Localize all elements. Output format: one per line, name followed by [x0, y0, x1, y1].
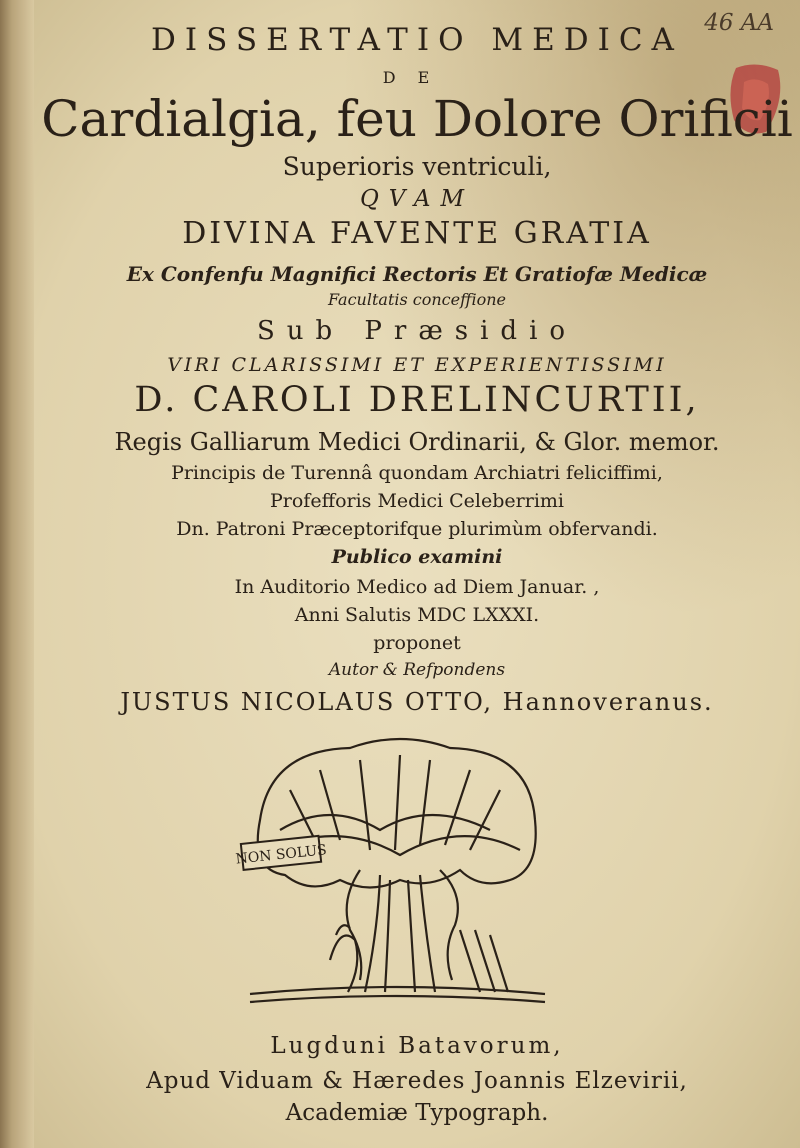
- text-proponet: proponet: [373, 632, 461, 654]
- text-publico-examini: Publico examini: [331, 546, 503, 568]
- imprint-academy: Academiæ Typograph.: [285, 1100, 549, 1126]
- text-viri-clarissimi: VIRI CLARISSIMI ET EXPERIENTISSIMI: [167, 354, 667, 376]
- presider-title-1: Regis Galliarum Medici Ordinarii, & Glor. memor.: [114, 428, 720, 456]
- presider-title-4: Dn. Patroni Præceptorifque plurimùm obfervandi.: [176, 518, 658, 540]
- title-subject-continued: Superioris ventriculi,: [282, 152, 552, 181]
- presider-title-2: Principis de Turennâ quondam Archiatri feliciffimi,: [171, 462, 663, 484]
- text-divina-favente-gratia: DIVINA FAVENTE GRATIA: [182, 216, 652, 251]
- imprint-place: Lugduni Batavorum,: [270, 1033, 564, 1059]
- title-dissertatio-medica: DISSERTATIO MEDICA: [151, 22, 683, 58]
- title-de: DE: [382, 68, 452, 87]
- text-anni-salutis: Anni Salutis MDC LXXXI.: [294, 604, 540, 626]
- text-auditorio-date: In Auditorio Medico ad Diem Januar. ,: [234, 576, 600, 598]
- presider-title-3: Profefforis Medici Celeberrimi: [269, 490, 564, 512]
- text-sub-praesidio: Sub Præsidio: [256, 316, 578, 346]
- device-motto: NON SOLUS: [234, 842, 328, 868]
- imprint-printer: Apud Viduam & Hæredes Joannis Elzevirii,: [146, 1068, 688, 1094]
- book-gutter: [0, 0, 34, 1148]
- presiding-name: D. CAROLI DRELINCURTII,: [134, 380, 700, 420]
- text-facultatis: Facultatis conceffione: [328, 290, 506, 309]
- respondent-name: JUSTUS NICOLAUS OTTO, Hannoveranus.: [120, 688, 714, 716]
- title-main-subject: Cardialgia, feu Dolore Orificii: [41, 90, 793, 148]
- text-quam: QVAM: [359, 186, 475, 212]
- elm-tree-with-vine-and-old-man-icon: [230, 730, 560, 1020]
- text-autor-respondens: Autor & Refpondens: [328, 660, 506, 680]
- text-ex-consensu: Ex Confenfu Magnifici Rectoris Et Gratiofæ Medicæ: [126, 262, 708, 286]
- handwritten-shelfmark: 46 AA: [704, 10, 774, 36]
